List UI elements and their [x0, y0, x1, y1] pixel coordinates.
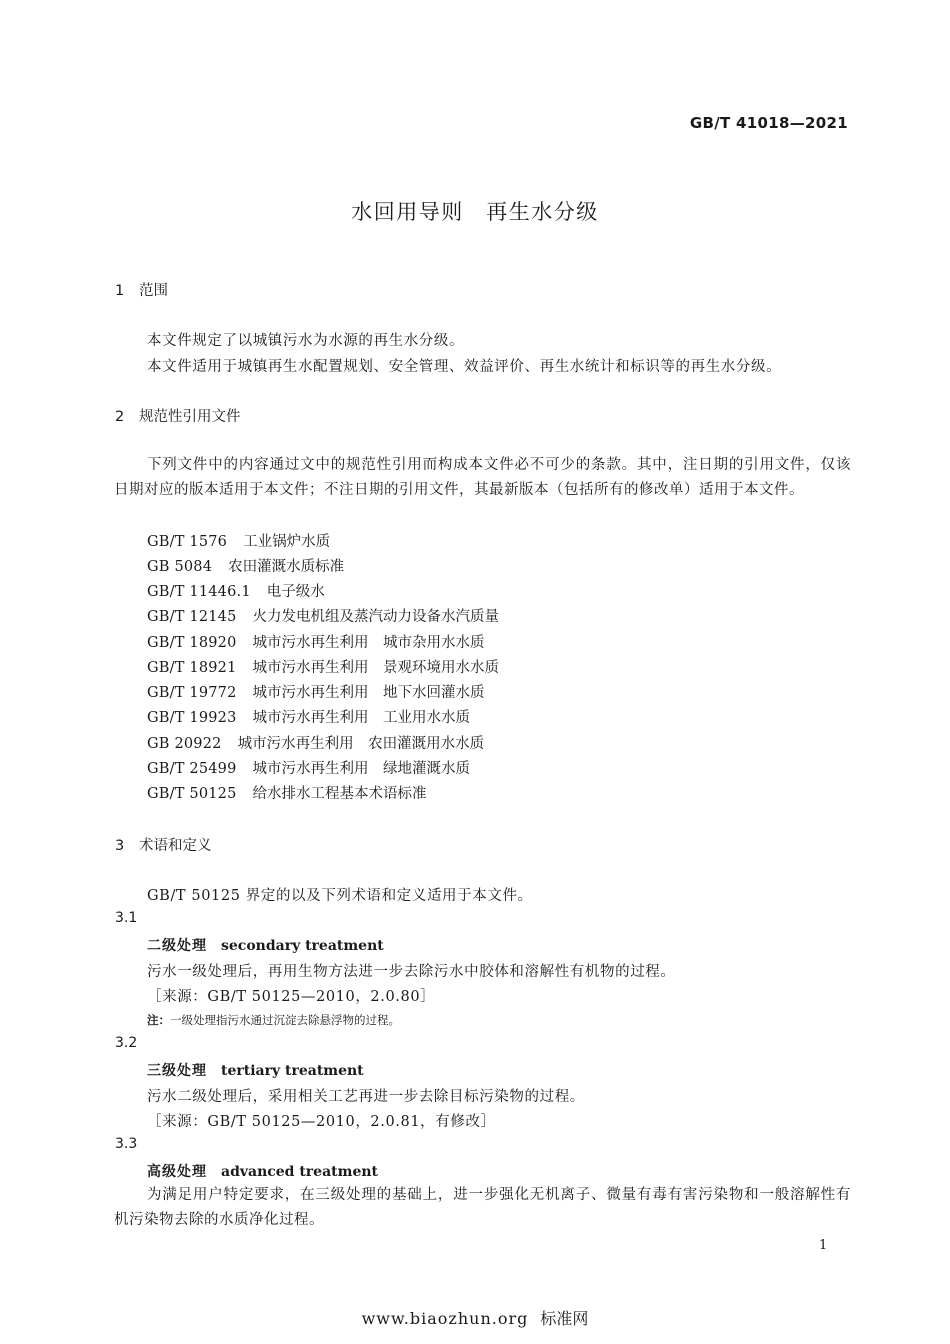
ref-item: [147, 706, 470, 727]
ref-title: 城市污水再生利用 工业用水水质: [252, 710, 471, 726]
ref-title: 城市污水再生利用 景观环境用水水质: [252, 660, 500, 676]
ref-code: GB/T 1576: [147, 534, 228, 550]
clause-number: 3.1: [115, 910, 138, 926]
page-number: 1: [819, 1238, 828, 1253]
normref-intro: 下列文件中的内容通过文中的规范性引用而构成本文件必不可少的条款。其中，注日期的引用文件，仅该日期对应的版本适用于本文件；不注日期的引用文件，其最新版本（包括所有的修改单）适用于本文件。: [114, 457, 851, 498]
term-definition: 污水一级处理后，再用生物方法进一步去除污水中胶体和溶解性有机物的过程。: [147, 964, 676, 980]
term-definition: 为满足用户特定要求，在三级处理的基础上，进一步强化无机离子、微量有毒有害污染物和一般溶解性有机污染物去除的水质净化过程。: [114, 1187, 851, 1228]
ref-code: GB 20922: [147, 736, 222, 752]
ref-code: GB/T 18920: [147, 635, 237, 651]
term-en: advanced treatment: [221, 1164, 378, 1180]
ref-item: [147, 732, 484, 753]
term-source: ［来源：GB/T 50125—2010，2.0.80］: [147, 989, 436, 1005]
ref-code: GB/T 18921: [147, 660, 237, 676]
footer-site-name: 标准网: [540, 1309, 589, 1328]
term-entry: [147, 1060, 364, 1080]
ref-item: [147, 782, 427, 803]
ref-title: 城市污水再生利用 农田灌溉用水水质: [237, 736, 485, 752]
ref-title: 城市污水再生利用 地下水回灌水质: [252, 685, 485, 701]
section-title: 术语和定义: [139, 838, 212, 854]
ref-item: [147, 555, 344, 576]
term-note: [147, 1012, 400, 1028]
ref-code: GB/T 12145: [147, 609, 237, 625]
ref-title: 城市污水再生利用 绿地灌溉水质: [252, 761, 471, 777]
clause-number: 3.3: [115, 1136, 138, 1152]
term-source: ［来源：GB/T 50125—2010，2.0.81，有修改］: [147, 1114, 496, 1130]
section-number: 2: [115, 409, 125, 425]
term-zh: 二级处理: [147, 938, 207, 954]
section-3-heading: [115, 834, 212, 855]
ref-item: [147, 530, 330, 551]
ref-item: [147, 605, 499, 626]
ref-code: GB 5084: [147, 559, 213, 575]
clause-number: 3.2: [115, 1035, 138, 1051]
scope-paragraph-2: 本文件适用于城镇再生水配置规划、安全管理、效益评价、再生水统计和标识等的再生水分级。: [147, 359, 782, 375]
section-1-heading: [115, 279, 168, 300]
standard-number: GB/T 41018—2021: [689, 114, 848, 132]
note-label: 注：: [147, 1013, 170, 1027]
section-2-heading: [115, 405, 241, 426]
scope-paragraph-1: 本文件规定了以城镇污水为水源的再生水分级。: [147, 333, 465, 349]
ref-code: GB/T 25499: [147, 761, 237, 777]
section-number: 1: [115, 283, 125, 299]
ref-item: [147, 631, 485, 652]
ref-code: GB/T 50125: [147, 786, 237, 802]
ref-item: [147, 580, 325, 601]
ref-code: GB/T 19772: [147, 685, 237, 701]
section-number: 3: [115, 838, 125, 854]
ref-title: 火力发电机组及蒸汽动力设备水汽质量: [252, 609, 500, 625]
terms-intro: GB/T 50125 界定的以及下列术语和定义适用于本文件。: [147, 888, 533, 904]
term-en: secondary treatment: [221, 938, 384, 954]
ref-item: [147, 681, 485, 702]
term-zh: 三级处理: [147, 1063, 207, 1079]
ref-title: 电子级水: [266, 584, 325, 600]
ref-title: 工业锅炉水质: [243, 534, 331, 550]
term-entry: [147, 935, 384, 955]
ref-code: GB/T 11446.1: [147, 584, 251, 600]
footer-url-link[interactable]: www.biaozhun.org: [361, 1309, 529, 1328]
ref-item: [147, 757, 470, 778]
ref-title: 城市污水再生利用 城市杂用水水质: [252, 635, 485, 651]
document-title: 水回用导则 再生水分级: [351, 200, 599, 224]
ref-title: 给水排水工程基本术语标准: [252, 786, 427, 802]
term-en: tertiary treatment: [221, 1063, 364, 1079]
ref-title: 农田灌溉水质标准: [228, 559, 345, 575]
term-entry: [147, 1161, 378, 1181]
footer: [0, 1306, 950, 1329]
term-definition: 污水二级处理后，采用相关工艺再进一步去除目标污染物的过程。: [147, 1089, 585, 1105]
ref-code: GB/T 19923: [147, 710, 237, 726]
section-title: 范围: [139, 283, 168, 299]
ref-item: [147, 656, 499, 677]
section-title: 规范性引用文件: [139, 409, 241, 425]
note-text: 一级处理指污水通过沉淀去除悬浮物的过程。: [170, 1013, 400, 1027]
term-zh: 高级处理: [147, 1164, 207, 1180]
